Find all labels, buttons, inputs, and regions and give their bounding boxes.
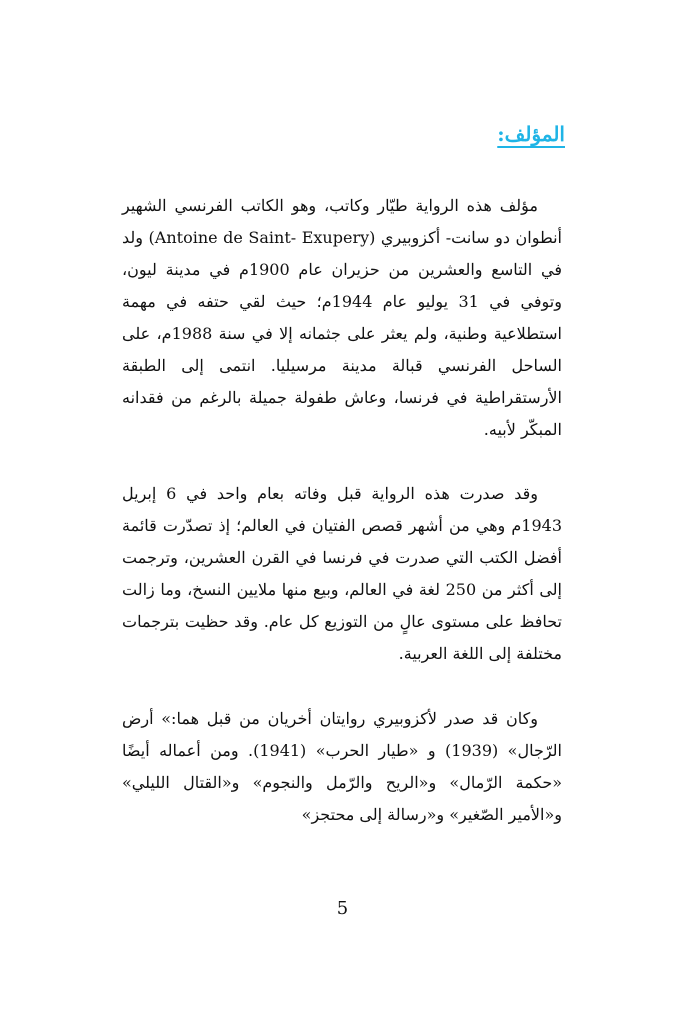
paragraph-text: مؤلف هذه الرواية طيّار وكاتب، وهو الكاتب الفرنسي الشهير أنطوان دو سانت- أكزوبيري (Antoine de Saint- Exupery) ولد في التاسع والعشرين من حزيران عام 1900م في مدينة ليون، وتوفي في 31 يوليو عام 1944م؛ حيث لقي حتفه في مهمة استطلاعية وطنية، ولم يعثر على جثمانه إلا في سنة 1988م، على الساحل الفرنسي قبالة مدينة مرسيليا. انتمى إلى الطبقة الأرستقراطية في فرنسا، وعاش طفولة جميلة بالرغم من فقدانه المبكّر لأبيه. [122,196,563,439]
paragraph-author-bio [122,190,562,446]
paragraph-other-works [122,703,562,831]
paragraph-publication [122,478,562,670]
paragraph-text: وقد صدرت هذه الرواية قبل وفاته بعام واحد في 6 إبريل 1943م وهي من أشهر قصص الفتيان في العالم؛ إذ تصدّرت قائمة أفضل الكتب التي صدرت في فرنسا في القرن العشرين، وترجمت إلى أكثر من 250 لغة في العالم، وبيع منها ملايين النسخ، وما زالت تحافظ على مستوى عالٍ من التوزيع كل عام. وقد حظيت بترجمات مختلفة إلى اللغة العربية. [122,484,563,663]
page-number: 5 [336,898,349,919]
paragraph-text: وكان قد صدر لأكزوبيري روايتان أخريان من قبل هما:» أرض الرّجال» (1939) و «طيار الحرب» (1941). ومن أعماله أيضًا «حكمة الرّمال» و«الريح والرّمل والنجوم» و«القتال الليلي» و«الأمير الصّغير» و«رسالة إلى محتجز» [122,709,563,824]
section-heading: المؤلف: [497,122,565,146]
